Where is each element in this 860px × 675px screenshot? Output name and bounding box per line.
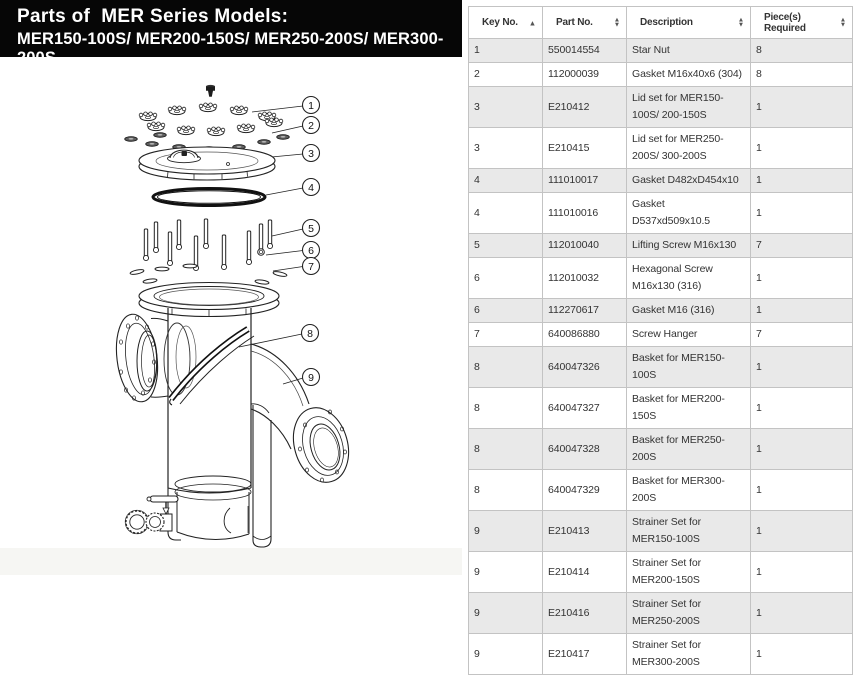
drain-plug-part bbox=[206, 85, 215, 97]
col-label: Key No. bbox=[482, 17, 518, 28]
sort-down-glyph: ▼ bbox=[737, 21, 744, 29]
tank-body bbox=[139, 283, 279, 494]
pieces-cell: 1 bbox=[751, 552, 853, 593]
description-cell: Screw Hanger bbox=[627, 323, 751, 347]
table-row bbox=[469, 429, 853, 470]
table-row bbox=[469, 169, 853, 193]
table-row bbox=[469, 347, 853, 388]
part-cell: 550014554 bbox=[543, 39, 627, 63]
key-cell: 3 bbox=[469, 128, 543, 169]
callout-7 bbox=[303, 258, 320, 275]
sort-icon bbox=[614, 17, 620, 28]
bottom-chamber bbox=[175, 476, 251, 540]
key-cell: 9 bbox=[469, 593, 543, 634]
pieces-cell: 8 bbox=[751, 39, 853, 63]
table-row bbox=[469, 234, 853, 258]
col-label: Description bbox=[640, 17, 693, 28]
pieces-cell: 1 bbox=[751, 388, 853, 429]
table-row bbox=[469, 258, 853, 299]
sort-down-glyph: ▼ bbox=[839, 21, 846, 29]
callout-label: 4 bbox=[308, 181, 314, 194]
key-cell: 6 bbox=[469, 258, 543, 299]
description-cell: Strainer Set for MER300-200S bbox=[627, 634, 751, 675]
callout-8 bbox=[302, 325, 319, 342]
part-cell: E210414 bbox=[543, 552, 627, 593]
star-nuts-ring bbox=[139, 103, 283, 136]
part-cell: E210416 bbox=[543, 593, 627, 634]
pieces-cell: 1 bbox=[751, 87, 853, 128]
callout-label: 1 bbox=[308, 99, 314, 112]
description-cell: Basket for MER300-200S bbox=[627, 470, 751, 511]
col-header-key-no[interactable] bbox=[469, 7, 543, 39]
table-row bbox=[469, 63, 853, 87]
description-cell: Basket for MER150-100S bbox=[627, 347, 751, 388]
pieces-cell: 1 bbox=[751, 347, 853, 388]
description-cell: Lid set for MER250-200S/ 300-200S bbox=[627, 128, 751, 169]
table-row bbox=[469, 323, 853, 347]
callout-label: 5 bbox=[308, 222, 314, 235]
part-cell: E210413 bbox=[543, 511, 627, 552]
sort-up-glyph: ▲ bbox=[613, 16, 620, 23]
pieces-cell: 1 bbox=[751, 193, 853, 234]
part-cell: 640047329 bbox=[543, 470, 627, 511]
callout-9 bbox=[303, 369, 320, 386]
part-cell: 112270617 bbox=[543, 299, 627, 323]
pieces-cell: 1 bbox=[751, 299, 853, 323]
sort-down-glyph: ▼ bbox=[613, 21, 620, 29]
pieces-cell: 1 bbox=[751, 634, 853, 675]
lifting-screws bbox=[143, 219, 272, 271]
parts-table-panel bbox=[462, 0, 860, 668]
key-cell: 3 bbox=[469, 87, 543, 128]
part-cell: E210417 bbox=[543, 634, 627, 675]
table-row bbox=[469, 552, 853, 593]
pieces-cell: 1 bbox=[751, 511, 853, 552]
part-cell: 640047327 bbox=[543, 388, 627, 429]
header-banner bbox=[0, 0, 462, 67]
callout-4 bbox=[303, 179, 320, 196]
description-cell: Gasket D482xD454x10 bbox=[627, 169, 751, 193]
key-cell: 9 bbox=[469, 511, 543, 552]
table-row bbox=[469, 470, 853, 511]
callout-label: 7 bbox=[308, 260, 314, 273]
description-cell: Gasket M16x40x6 (304) bbox=[627, 63, 751, 87]
col-header-pieces-required[interactable] bbox=[751, 7, 853, 39]
exploded-view-diagram bbox=[0, 0, 462, 575]
part-cell: 112000039 bbox=[543, 63, 627, 87]
callout-6 bbox=[303, 242, 320, 259]
part-cell: 111010017 bbox=[543, 169, 627, 193]
description-cell: Gasket D537xd509x10.5 bbox=[627, 193, 751, 234]
sort-up-glyph: ▲ bbox=[839, 16, 846, 23]
callout-2 bbox=[303, 117, 320, 134]
description-cell: Hexagonal Screw M16x130 (316) bbox=[627, 258, 751, 299]
table-row bbox=[469, 634, 853, 675]
parts-table bbox=[468, 6, 853, 675]
callout-label: 6 bbox=[308, 244, 314, 257]
table-row bbox=[469, 511, 853, 552]
key-cell: 2 bbox=[469, 63, 543, 87]
description-cell: Strainer Set for MER200-150S bbox=[627, 552, 751, 593]
part-cell: 111010016 bbox=[543, 193, 627, 234]
description-cell: Strainer Set for MER150-100S bbox=[627, 511, 751, 552]
pieces-cell: 7 bbox=[751, 323, 853, 347]
pieces-cell: 1 bbox=[751, 470, 853, 511]
part-cell: E210415 bbox=[543, 128, 627, 169]
key-cell: 8 bbox=[469, 429, 543, 470]
pieces-cell: 1 bbox=[751, 258, 853, 299]
description-cell: Lifting Screw M16x130 bbox=[627, 234, 751, 258]
pieces-cell: 1 bbox=[751, 429, 853, 470]
page-subtitle: MER150-100S/ MER200-150S/ MER250-200S/ MER300-200S bbox=[17, 30, 444, 67]
description-cell: Gasket M16 (316) bbox=[627, 299, 751, 323]
col-label: Piece(s) Required bbox=[764, 11, 806, 34]
key-cell: 9 bbox=[469, 634, 543, 675]
table-row bbox=[469, 193, 853, 234]
callout-label: 2 bbox=[308, 119, 314, 132]
page-title: Parts of MER Series Models: bbox=[17, 6, 289, 27]
callout-label: 8 bbox=[307, 327, 313, 340]
key-cell: 8 bbox=[469, 470, 543, 511]
callout-1 bbox=[303, 97, 320, 114]
table-header-row bbox=[469, 7, 853, 39]
key-cell: 5 bbox=[469, 234, 543, 258]
sort-icon bbox=[738, 17, 744, 28]
key-cell: 1 bbox=[469, 39, 543, 63]
lid-part bbox=[139, 147, 275, 180]
callouts bbox=[302, 97, 320, 386]
key-cell: 6 bbox=[469, 299, 543, 323]
description-cell: Star Nut bbox=[627, 39, 751, 63]
sort-ascending-icon bbox=[529, 19, 536, 26]
callout-label: 3 bbox=[308, 147, 314, 160]
parts-diagram-panel bbox=[0, 0, 462, 575]
pieces-cell: 8 bbox=[751, 63, 853, 87]
part-cell: 640047328 bbox=[543, 429, 627, 470]
description-cell: Basket for MER250-200S bbox=[627, 429, 751, 470]
part-cell: 112010032 bbox=[543, 258, 627, 299]
description-cell: Strainer Set for MER250-200S bbox=[627, 593, 751, 634]
callout-5 bbox=[303, 220, 320, 237]
pieces-cell: 1 bbox=[751, 128, 853, 169]
key-cell: 9 bbox=[469, 552, 543, 593]
callout-3 bbox=[303, 145, 320, 162]
key-cell: 8 bbox=[469, 347, 543, 388]
key-cell: 4 bbox=[469, 169, 543, 193]
sort-icon bbox=[840, 17, 846, 28]
sort-up-glyph: ▲ bbox=[528, 18, 536, 27]
drain-valve bbox=[125, 496, 178, 534]
basket-part bbox=[170, 329, 254, 405]
callout-label: 9 bbox=[308, 371, 314, 384]
o-ring-part bbox=[153, 189, 265, 206]
pieces-cell: 1 bbox=[751, 593, 853, 634]
description-cell: Lid set for MER150-100S/ 200-150S bbox=[627, 87, 751, 128]
part-cell: 112010040 bbox=[543, 234, 627, 258]
table-row bbox=[469, 87, 853, 128]
hex-screw-part bbox=[258, 224, 265, 255]
parts-table-body bbox=[469, 39, 853, 675]
pieces-cell: 7 bbox=[751, 234, 853, 258]
col-header-part-no[interactable] bbox=[543, 7, 627, 39]
sort-up-glyph: ▲ bbox=[737, 16, 744, 23]
col-header-description[interactable] bbox=[627, 7, 751, 39]
part-cell: E210412 bbox=[543, 87, 627, 128]
key-cell: 4 bbox=[469, 193, 543, 234]
table-row bbox=[469, 593, 853, 634]
table-row bbox=[469, 128, 853, 169]
part-cell: 640086880 bbox=[543, 323, 627, 347]
pieces-cell: 1 bbox=[751, 169, 853, 193]
key-cell: 7 bbox=[469, 323, 543, 347]
col-label: Part No. bbox=[556, 17, 593, 28]
part-cell: 640047326 bbox=[543, 347, 627, 388]
table-row bbox=[469, 39, 853, 63]
table-row bbox=[469, 299, 853, 323]
description-cell: Basket for MER200-150S bbox=[627, 388, 751, 429]
key-cell: 8 bbox=[469, 388, 543, 429]
inlet-flange bbox=[112, 312, 196, 404]
outlet-pipe bbox=[251, 344, 357, 489]
table-row bbox=[469, 388, 853, 429]
